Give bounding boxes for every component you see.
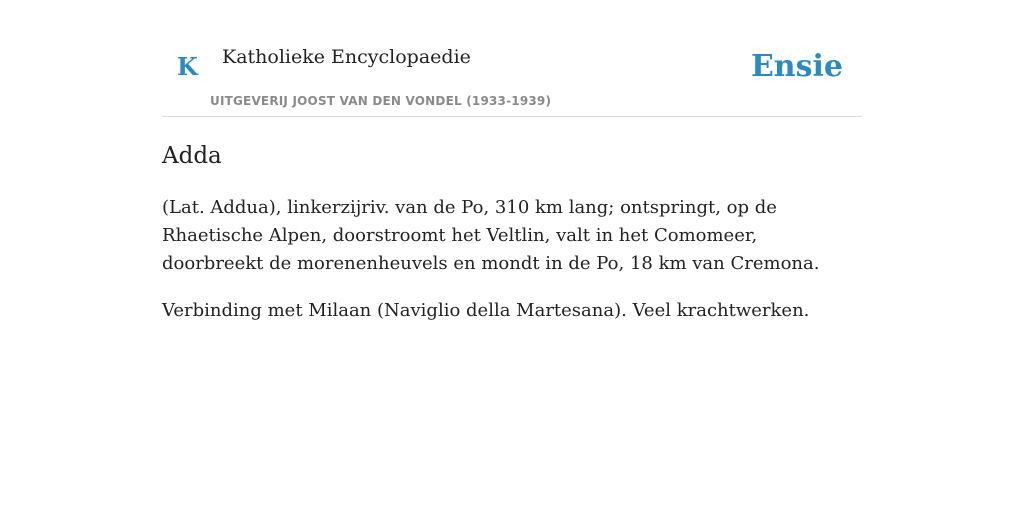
- encyclopedia-logo[interactable]: K: [177, 52, 198, 81]
- entry-paragraph: Verbinding met Milaan (Naviglio della Martesana). Veel krachtwerken.: [162, 299, 810, 321]
- entry-paragraph: (Lat. Addua), linkerzijriv. van de Po, 310 km lang; ontspringt, op de Rhaetische Alpen, doorstroomt het Veltlin, valt in het Comomeer, doorbreekt de morenenheuvels en mondt in de Po, 18 km van Cremona.: [162, 196, 820, 274]
- entry-title: Adda: [162, 143, 222, 169]
- ensie-logo[interactable]: Ensie: [750, 49, 843, 84]
- book-title-link[interactable]: Katholieke Encyclopaedie: [222, 46, 471, 68]
- header: [162, 0, 862, 117]
- page: [162, 0, 862, 325]
- publisher-label: UITGEVERIJ JOOST VAN DEN VONDEL (1933-1939): [210, 94, 552, 108]
